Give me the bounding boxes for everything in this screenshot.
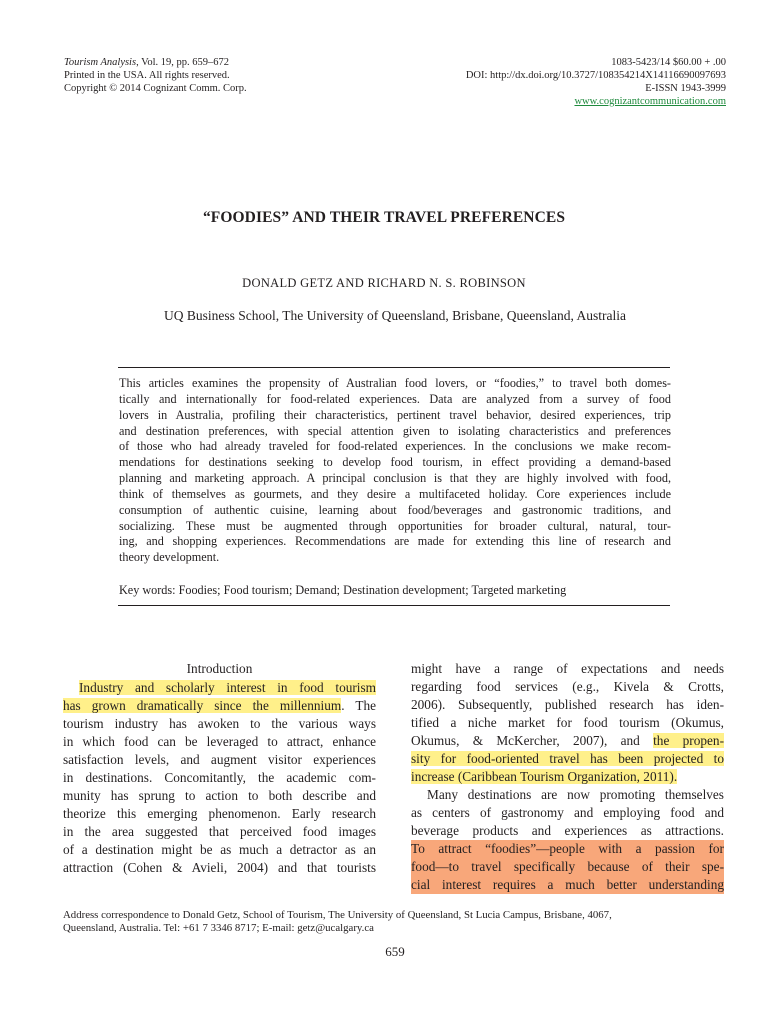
text-line: might have a range of expectations and needs — [411, 661, 724, 676]
abstract-line: ing, and shopping experiences. Recommendations are made for extending this line of research and — [119, 534, 671, 549]
correspondence-footnote — [63, 909, 612, 936]
text-line: as centers of gastronomy and employing food and — [411, 805, 724, 820]
issn-price: 1083-5423/14 $60.00 + .00 — [611, 57, 726, 68]
text-line — [411, 876, 724, 894]
footnote-line: Queensland, Australia. Tel: +61 7 3346 8717; E-mail: getz@ucalgary.ca — [63, 922, 374, 935]
text-line: munity has sprung to action to both describe and — [63, 788, 376, 803]
text-line: in which food can be leveraged to attract, enhance — [63, 734, 376, 749]
journal-name: Tourism Analysis — [64, 57, 137, 68]
body-column-left — [63, 660, 376, 877]
text-line: in destinations. Concomitantly, the academic com- — [63, 770, 376, 785]
highlighted-text-orange[interactable]: food—to travel specifically because of their spe- — [411, 859, 724, 874]
text-line — [411, 750, 724, 768]
text-line: tourism industry has awoken to the various ways — [63, 716, 376, 731]
e-issn: E-ISSN 1943-3999 — [645, 83, 726, 94]
text-line: regarding food services (e.g., Kivela & Crotts, — [411, 679, 724, 694]
highlighted-text-orange[interactable]: To attract “foodies”—people with a passion for — [411, 841, 724, 856]
text-line — [411, 840, 724, 858]
author-affiliation: UQ Business School, The University of Queensland, Brisbane, Queensland, Australia — [163, 308, 627, 323]
footnote-line: Address correspondence to Donald Getz, School of Tourism, The University of Queensland, St Lucia Campus, Brisbane, 4067, — [63, 909, 612, 921]
doi: DOI: http://dx.doi.org/10.3727/108354214X14116690097693 — [465, 70, 726, 81]
text-line — [411, 768, 724, 786]
abstract-line: and destination preferences, with special attention given to isolating characteristics and preferences — [119, 423, 671, 438]
text-line — [411, 858, 724, 876]
highlighted-text[interactable]: has grown dramatically since the millennium — [63, 698, 342, 713]
abstract-line: planning and marketing approach. A principal conclusion is that they are highly involved with food, — [119, 471, 671, 486]
text-line: Many destinations are now promoting themselves — [427, 787, 724, 802]
printed-notice: Printed in the USA. All rights reserved. — [64, 70, 230, 81]
publisher-website-link[interactable]: www.cognizantcommunication.com — [574, 96, 726, 107]
abstract-line: socializing. These must be augmented through opportunities for broader cultural, natural, tour- — [119, 518, 671, 533]
text-line: Okumus, & McKercher, 2007), and the propen- — [411, 733, 725, 748]
keywords: Key words: Foodies; Food tourism; Demand; Destination development; Targeted marketing — [119, 583, 567, 597]
publication-ids — [466, 56, 726, 108]
abstract-line: tically and internationally for food-related experiences. Data are analyzed from a survey of food — [119, 391, 671, 406]
abstract-line: lovers in Australia, profiling their characteristics, pertinent travel behavior, desired experiences, trip — [119, 407, 671, 422]
text-line: theorize this emerging phenomenon. Early research — [63, 806, 376, 821]
text-line: tified a niche market for food tourism (Okumus, — [411, 715, 724, 730]
abstract-line: think of themselves as gourmets, and they desire a multifaceted holiday. Core experiences include — [119, 486, 671, 501]
abstract-top-rule — [118, 367, 670, 368]
text-line: satisfaction levels, and augment visitor experiences — [63, 752, 376, 767]
journal-info — [64, 56, 247, 95]
text-line: attraction (Cohen & Avieli, 2004) and that tourists — [63, 860, 376, 875]
body-column-right — [411, 660, 724, 894]
abstract — [119, 376, 671, 566]
article-authors: DONALD GETZ AND RICHARD N. S. ROBINSON — [242, 276, 526, 290]
abstract-bottom-rule — [118, 605, 670, 606]
journal-citation — [64, 56, 247, 69]
abstract-line: mendations for destinations seeking to develop food tourism, in effect providing a demand-based — [119, 455, 671, 470]
highlighted-text-orange[interactable]: cial interest requires a much better understanding — [411, 877, 724, 892]
text-line: has grown dramatically since the millennium. The — [63, 698, 376, 713]
section-heading-introduction: Introduction — [186, 661, 253, 676]
text-line: beverage products and experiences as attractions. — [411, 823, 724, 838]
abstract-line: consumption of authentic cuisine, learning about food/beverages and gastronomic traditions, and — [119, 502, 671, 517]
highlighted-text[interactable]: Industry and scholarly interest in food tourism — [79, 680, 376, 695]
highlighted-text[interactable]: sity for food-oriented travel has been projected to — [411, 751, 724, 766]
abstract-line: theory development. — [119, 550, 220, 565]
page-number: 659 — [385, 944, 405, 959]
highlighted-text[interactable]: increase (Caribbean Tourism Organization, 2011). — [411, 769, 678, 784]
article-title: “FOODIES” AND THEIR TRAVEL PREFERENCES — [202, 209, 566, 226]
copyright-notice: Copyright © 2014 Cognizant Comm. Corp. — [64, 83, 247, 94]
text-line — [63, 679, 376, 697]
abstract-line: This articles examines the propensity of Australian food lovers, or “foodies,” to travel both domes- — [119, 376, 671, 390]
text-line: of a destination might be as much a detractor as an — [63, 842, 376, 857]
abstract-line: of those who had already traveled for food-related experiences. In the conclusions we make recom- — [119, 439, 671, 454]
journal-volume-pages: , Vol. 19, pp. 659–672 — [136, 57, 230, 68]
text-line: in the area suggested that perceived food images — [63, 824, 376, 839]
highlighted-text[interactable]: the propen- — [653, 733, 725, 748]
text-line: 2006). Subsequently, published research has iden- — [411, 697, 724, 712]
